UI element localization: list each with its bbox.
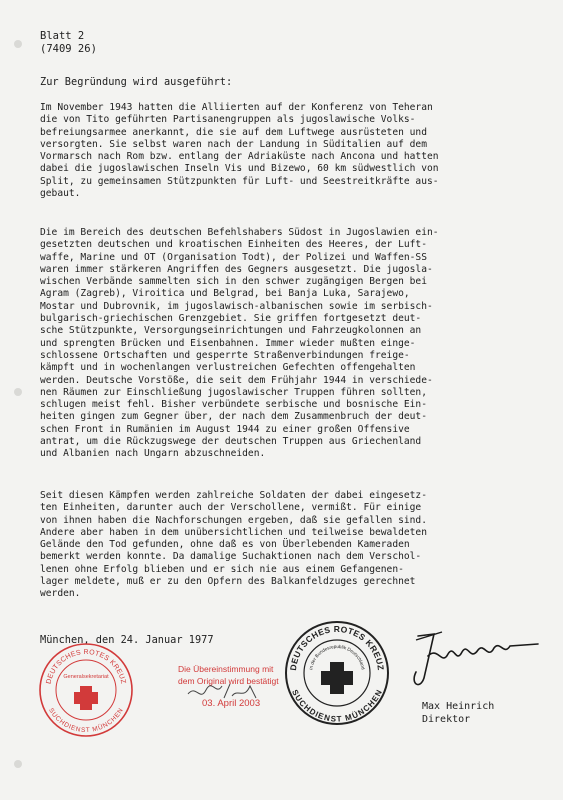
text-line: antrat, um die Rückzugswege der deutschen Truppen aus Griechenland (40, 436, 422, 448)
text-line: bemerkt werden konnte. Da damalige Suchaktionen nach dem Verschol- (40, 551, 422, 563)
text-line: Agram (Zagreb), Viroitica und Belgrad, bei Banja Luka, Sarajewo, (40, 288, 410, 300)
text-line: Gelände den Tod gefunden, ohne daß es von Überlebenden Kameraden (40, 539, 410, 551)
sheet-number: Blatt 2 (40, 30, 85, 42)
black-stamp-bottom-text: SUCHDIENST MÜNCHEN (290, 688, 384, 724)
text-line: Andere aber haben in dem unübersichtlichen und teilweise bewaldeten (40, 526, 427, 538)
intro-line: Zur Begründung wird ausgeführt: (40, 76, 233, 88)
black-stamp-inner-text: in der Bundesrepublik Deutschland (308, 643, 366, 671)
text-line: und Albanien nach Ungarn abzuschneiden. (40, 448, 266, 460)
text-line: versorgten. Sie selbst waren nach der Landung in Süditalien auf dem (40, 138, 427, 150)
text-line: Mostar und Dubrovnik, im jugoslawisch-albanischen sowie im serbisch- (40, 300, 433, 312)
text-line: Die im Bereich des deutschen Befehlshabers Südost in Jugoslawien ein- (40, 227, 439, 238)
handwritten-signature (398, 626, 548, 696)
text-line: schlugen meist fehl. Bisher verbündete serbische und bosnische Ein- (40, 399, 427, 411)
text-line: lenen ohne Erfolg blieben und er sich nie aus einem Gefangenen- (40, 563, 404, 575)
cross-icon-bar (321, 671, 353, 685)
paragraph-1 (40, 102, 546, 200)
text-line: die von Tito geführten Partisanengruppen als jugoslawische Volks- (40, 114, 416, 126)
black-stamp-top-text: DEUTSCHES ROTES KREUZ (287, 623, 386, 672)
text-line: lager meldete, muß er zu den Opfern des Balkanfeldzuges gerechnet (40, 576, 416, 588)
text-line: nen Räumen zur Einschließung jugoslawischer Truppen führen sollten, (40, 386, 427, 398)
red-cross-icon-bar (74, 692, 98, 704)
signatory-title: Direktor (422, 714, 471, 725)
text-line: schlossene Ortschaften und gesperrte Straßenverbindungen freige- (40, 349, 410, 361)
text-line: Im November 1943 hatten die Alliierten auf der Konferenz von Teheran (40, 102, 433, 113)
certification-signature (186, 680, 266, 704)
text-line: werden. Deutsche Vorstöße, die seit dem Frühjahr 1944 in verschiede- (40, 374, 433, 386)
signatory-block (422, 700, 494, 726)
text-line: ten Einheiten, darunter auch der Verschollene, vermißt. Für einige (40, 502, 422, 514)
svg-text:SUCHDIENST MÜNCHEN (47, 707, 125, 734)
punch-hole (14, 760, 22, 768)
red-stamp-bottom-text: SUCHDIENST MÜNCHEN (47, 707, 125, 735)
text-line: wischen Verbände sammelten sich in den schwer zugängigen Bergen bei (40, 276, 427, 288)
red-stamp-top-text: DEUTSCHES ROTES KREUZ (45, 648, 127, 685)
paragraph-3 (40, 490, 546, 601)
text-line: Seit diesen Kämpfen werden zahlreiche Soldaten der dabei eingesetz- (40, 490, 427, 501)
sheet-header (40, 30, 97, 56)
text-line: schen Front in Rumänien im August 1944 zu einer großen Offensive (40, 423, 410, 435)
text-line: dabei die jugoslawischen Inseln Vis und Bizewo, 60 km südwestlich von (40, 163, 439, 175)
certification-date: 03. April 2003 (202, 698, 261, 709)
text-line: Split, zu gemeinsamen Stützpunkten für Luft- und Seestreitkräfte aus- (40, 175, 439, 187)
red-cross-stamp-red (36, 640, 136, 740)
text-line: heiten gingen zum Gegner über, der nach dem Zusammenbruch der deut- (40, 411, 427, 423)
text-line: von ihnen haben die Nachforschungen ergeben, daß sie gefallen sind. (40, 514, 427, 526)
text-line: Vormarsch nach Rom bzw. entlang der Adriaküste nach Ancona und hatten (40, 151, 439, 163)
text-line: waffe, Marine und OT (Organisation Todt), der Polizei und Waffen-SS (40, 251, 427, 263)
text-line: bulgarisch-griechischen Grenzgebiet. Sie griffen fortgesetzt deut- (40, 313, 422, 325)
text-line: gesetzten deutschen und kroatischen Einheiten des Heeres, der Luft- (40, 239, 427, 251)
place-date-line: München, den 24. Januar 1977 (40, 634, 214, 646)
certification-line-1: Die Übereinstimmung mit (178, 664, 274, 674)
red-stamp-inner-text: Generalsekretariat (63, 674, 109, 680)
signatory-name: Max Heinrich (422, 701, 495, 712)
text-line: gebaut. (40, 188, 81, 200)
reference-number: (7409 26) (40, 43, 97, 55)
paragraph-2 (40, 227, 546, 461)
text-line: werden. (40, 588, 81, 600)
punch-hole (14, 388, 22, 396)
punch-hole (14, 40, 22, 48)
text-line: und sprengten Brücken und Eisenbahnen. Immer wieder mußten einge- (40, 337, 416, 349)
red-cross-stamp-black (282, 618, 392, 728)
text-line: sche Stützpunkte, Versorgungseinrichtungen und Fahrzeugkolonnen an (40, 325, 422, 337)
certification-line-2: dem Original wird bestätigt (178, 676, 279, 686)
text-line: kämpft und in wochenlangen verlustreichen Gefechten offengehalten (40, 362, 416, 374)
text-line: waren immer stärkeren Angriffen des Gegners ausgesetzt. Die jugosla- (40, 263, 433, 275)
text-line: befreiungsarmee anerkannt, die sie auf dem Luftwege ausrüsteten und (40, 126, 427, 138)
